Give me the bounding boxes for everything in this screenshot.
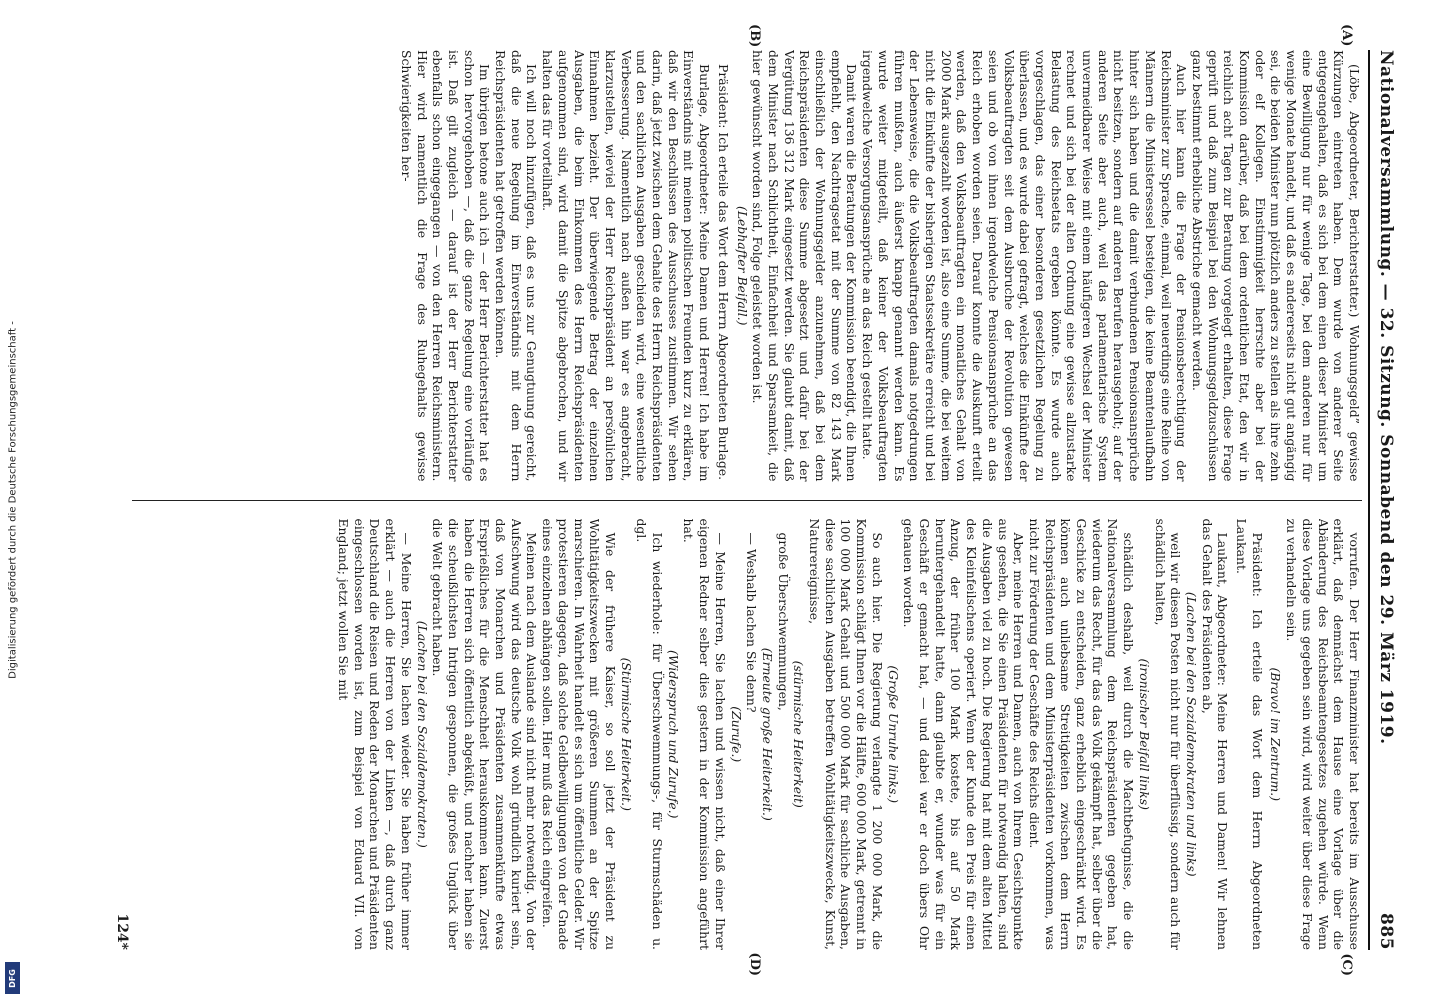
text-columns [132,24,1362,976]
speaker-paragraph: Burlage, Abgeordneter: Meine Damen und Herren! Ich habe im Einverständnis mit meinen politischen Freunden kurz zu erklären, daß wir den Beschlüssen des Ausschusses zustimmen. Wir sehen darin, daß jetzt zwischen dem Gehalte des Herrn Reichspräsidenten und den sachlichen Ausgaben geschieden wird, eine wesentliche Verbesserung. Namentlich nach außen hin war es angebracht, klarzustellen, wieviel der Herr Reichspräsident an persönlichen Einnahmen bezieht. Der überwiegende Betrag der einzelnen Ausgaben, die beim Einkommen des Herrn Reichspräsidenten aufgenommen sind, wird damit die Spitze abgebrochen, und wir halten das für vorteilhaft. [540,50,713,482]
margin-mark-d: (D) [747,952,762,976]
stage-direction: (Lachen bei den Sozialdemokraten.) [414,620,430,848]
stage-direction: (Lachen bei den Sozialdemokraten und links) [1183,591,1199,877]
paragraph: Im übrigen betone auch ich — der Herr Berichterstatter hat es schon hervorgehoben —, daß die ganze Regelung eine vorläufige ist. Daß gilt zugleich — darauf ist der Herr Berichterstatter ebenfalls schon eingegangen — von den Herren Reichsministern. Hier wird namentlich die Frage des Ruhegehalts gewisse Schwierigkeiten her- [398,50,493,482]
page-header [1368,50,1396,950]
paragraph: — Meine Herren, Sie lachen und wissen nicht, daß einer Ihrer eigenen Redner selber dies gestern in der Kommission angeführt hat. [681,518,728,950]
dfg-credit-strip [2,0,24,1000]
stage-direction: (stürmische Heiterkeit) [791,660,807,808]
page-header-title: Nationalversammlung. — 32. Sitzung. Sonnabend den 29. März 1919. [1376,50,1396,745]
paragraph: Auch hier kann die Frage der Pensionsberechtigung der Reichsminister zur Sprache, einmal, weil neuerdings eine Reihe von Männern die Ministersessel besteigen, die keine Beamtenlaufbahn hinter sich haben und die damit verbundenen Pensionsansprüche nicht besitzen, sondern auf anderen Berufen herausgeholt; auf der anderen Seite aber auch, weil das parlamentarische System unvermeidbarer Weise mit einem häufigeren Wechsel der Minister rechnet und sich bei der alten Ordnung eine gewisse allzustarke Belastung des Reichsetats ergeben könnte. Es wurde auch vorgeschlagen, das einer besonderen gesetzlichen Regelung zu überlassen, und es wurde dabei gefragt, welches die Einkünfte der Volksbeauftragten seit dem Ausbruche der Revolution gewesen seien und ob von ihnen irgendwelche Pensionsansprüche an das Reich erhoben worden seien. Darauf konnte die Auskunft erteilt werden, daß den Volksbeauftragten ein monatliches Gehalt von 2000 Mark ausgezahlt worden ist, also eine Summe, die bei weitem nicht die Einkünfte der bisherigen Staatssekretäre erreicht und bei der Lebensweise, die die Volksbeauftragten damals notgedrungen führen mußten, auch äußerst knapp genannt werden kann. Es wurde weiter mitgeteilt, daß keiner der Volksbeauftragten irgendwelche Versorgungsansprüche an das Reich gestellt hatte. [860,50,1190,482]
paragraph: — Weshalb lachen Sie denn? [744,532,760,713]
dfg-logo: DFG [5,962,20,994]
sheet-signature: 124* [114,913,130,950]
paragraph: Aber, meine Herren und Damen, auch von Ihrem Gesichtspunkte aus gesehen, die Sie einen Präsidenten für notwendig halten, sind die Ausgaben viel zu hoch. Die Regierung hat mit dem alten Mittel des Kleinfeilschens operiert. Wenn der Kunde den Preis für einen Anzug, der früher 100 Mark kostete, bis auf 50 Mark heruntergehandelt hatte, dann glaubte er, wunder was für ein Geschäft er gemacht hat, — und dabei war er doch übers Ohr gehauen worden. [901,518,1027,950]
stage-direction: (Große Unruhe links.) [885,665,901,804]
paragraph: große Überschwemmungen, [775,532,791,711]
speaker-paragraph: Präsident: Ich erteile das Wort dem Herrn Abgeordneten Burlage. [715,64,731,481]
newspaper-page [70,20,1410,980]
paragraph: Damit waren die Beratungen der Kommission beendigt, die Ihnen empfiehlt, den Nachtragsetat mit der Summe von 82 143 Mark einschließlich der Wohnungsgelder anzunehmen, daß bei dem Reichspräsidenten diese Summe abgesetzt und dafür bei der Vergütung 136 312 Mark eingesetzt werden. Sie glaubt damit, daß dem Minister nach Schlichtheit, Einfachheit und Sparsamkeit, die hier gewünscht worden sind, Folge geleistet worden ist. [750,50,860,482]
stage-direction: (ironischer Beifall links) [1136,658,1152,810]
right-column [132,519,1362,951]
margin-mark-b: (B) [747,24,762,48]
margin-mark-c: (C) [1339,953,1354,976]
stage-direction: (Stürmische Heiterkeit.) [618,657,634,811]
paragraph: So auch hier. Die Regierung verlangte 1 200 000 Mark, die Kommission schlägt Ihnen vor die Hälfte, 600 000 Mark, getrennt in 100 000 Mark Gehalt und 500 000 Mark für sachliche Ausgaben, diese sachlichen Ausgaben betreffen Wohltätigkeitszwecke, Kunst, Naturereignisse, [807,518,885,950]
paragraph: Ich wiederhole: für Überschwemmungs-, für Sturmschäden u. dgl. [634,518,666,950]
stage-direction: (Zurufe.) [728,706,744,763]
paragraph: weil wir diesen Posten nicht nur für überflüssig, sondern auch für schädlich halten, [1152,518,1184,950]
paragraph: Wie der frühere Kaiser, so soll jetzt der Präsident zu Wohltätigkeitszwecken mit größeren Summen an der Spitze marschieren. In Wahrheit handelt es sich um öffentliche Gelder. Wir protestieren dagegen, daß solche Geldbewilligungen von der Gnade eines einzelnen abhängen sollen. Hier muß das Reich eingreifen. [540,518,618,950]
stage-direction: (Bravo! im Zentrum.) [1268,667,1284,802]
credit-text: Digitalisierung gefördert durch die Deutsche Forschungsgemeinschaft - [7,321,19,679]
paragraph: vorrufen. Der Herr Finanzminister hat bereits im Ausschusse erklärt, daß demnächst dem Hause eine Vorlage über die Abänderung des Reichsbeamtengesetzes zugehen würde. Wenn diese Vorlage uns gegeben sein wird, wird weiter über diese Frage zu verhandeln sein. [1284,518,1362,950]
left-column [132,50,1362,482]
speaker-paragraph: Laukant, Abgeordneter: Meine Herren und Damen! Wir lehnen das Gehalt des Präsidenten ab, [1199,518,1231,950]
margin-mark-a: (A) [1339,24,1354,47]
page-number: 885 [1376,913,1396,950]
stage-direction: (Lebhafter Beifall.) [734,205,750,326]
paragraph: Meinen nach dem Auslande sind nicht mehr notwendig. Von der Aufschwung wird das deutsche Volk wohl gründlich kuriert sein, daß von Monarchen und Präsidenten zusammenkünfte etwas Ersprießliches für die Menschheit herauskommen kann. Zuerst haben die Herren sich öffentlich abgeküßt, und nachher haben sie die scheußlichsten Intrigen gesponnen, die großes Unglück über die Welt gebracht haben. [430,518,540,950]
paragraph: (Löbe, Abgeordneter, Berichterstatter.) Wohnungsgeld” gewisse Kürzungen eintreten haben. Dem wurde von anderer Seite entgegengehalten, daß es sich bei dem einen dieser Minister um eine Bewilligung nur für wenige Tage, bei dem anderen nur für wenige Monate handelt, und daß es andererseits nicht gut angängig sei, die beiden Minister nun plötzlich anders zu stellen als ihre zehn oder elf Kollegen. Einstimmigkeit herrschte aber bei der Kommission darüber, daß bei dem ordentlichen Etat, den wir in reichlich acht Tagen zur Beratung vorgelegt erhalten, diese Frage geprüft und daß zum Beispiel bei den Wohnungsgeldzuschüssen ganz bestimmt erhebliche Abstriche gemacht werden. [1189,50,1362,482]
column-divider [132,500,1362,501]
stage-direction: (Erneute große Heiterkeit.) [759,647,775,821]
speaker-paragraph: Präsident: Ich erteile das Wort dem Herrn Abgeordneten Laukant. [1234,518,1265,950]
stage-direction: (Widerspruch und Zurufe.) [665,649,681,819]
paragraph: — Meine Herren, Sie lachen wieder. Sie haben früher immer erklärt — auch die Herren von der Linken —, daß durch ganz Deutschland die Reisen und Reden der Monarchen und Präsidenten eingeschlossen worden ist, zum Beispiel von Eduard VII. von England; jetzt wollen Sie mit [336,518,414,950]
paragraph: Ich will noch hinzufügen, daß es uns zur Genugtuung gereicht, daß die neue Regelung im Einverständnis mit dem Herrn Reichspräsidenten hat getroffen werden können. [493,50,540,482]
paragraph: schädlich deshalb, weil durch die Machtbefugnisse, die die Nationalversammlung dem Reichspräsidenten gegeben hat, wiederum das Recht, für das das Volk gekämpft hat, selber über die Geschicke zu entscheiden, ganz erheblich eingeschränkt wird. Es können auch unliebsame Streitigkeiten zwischen dem Herrn Reichspräsidenten und dem Ministerpräsidenten vorkommen, was nicht zur Förderung der Geschäfte des Reichs dient. [1026,518,1137,950]
